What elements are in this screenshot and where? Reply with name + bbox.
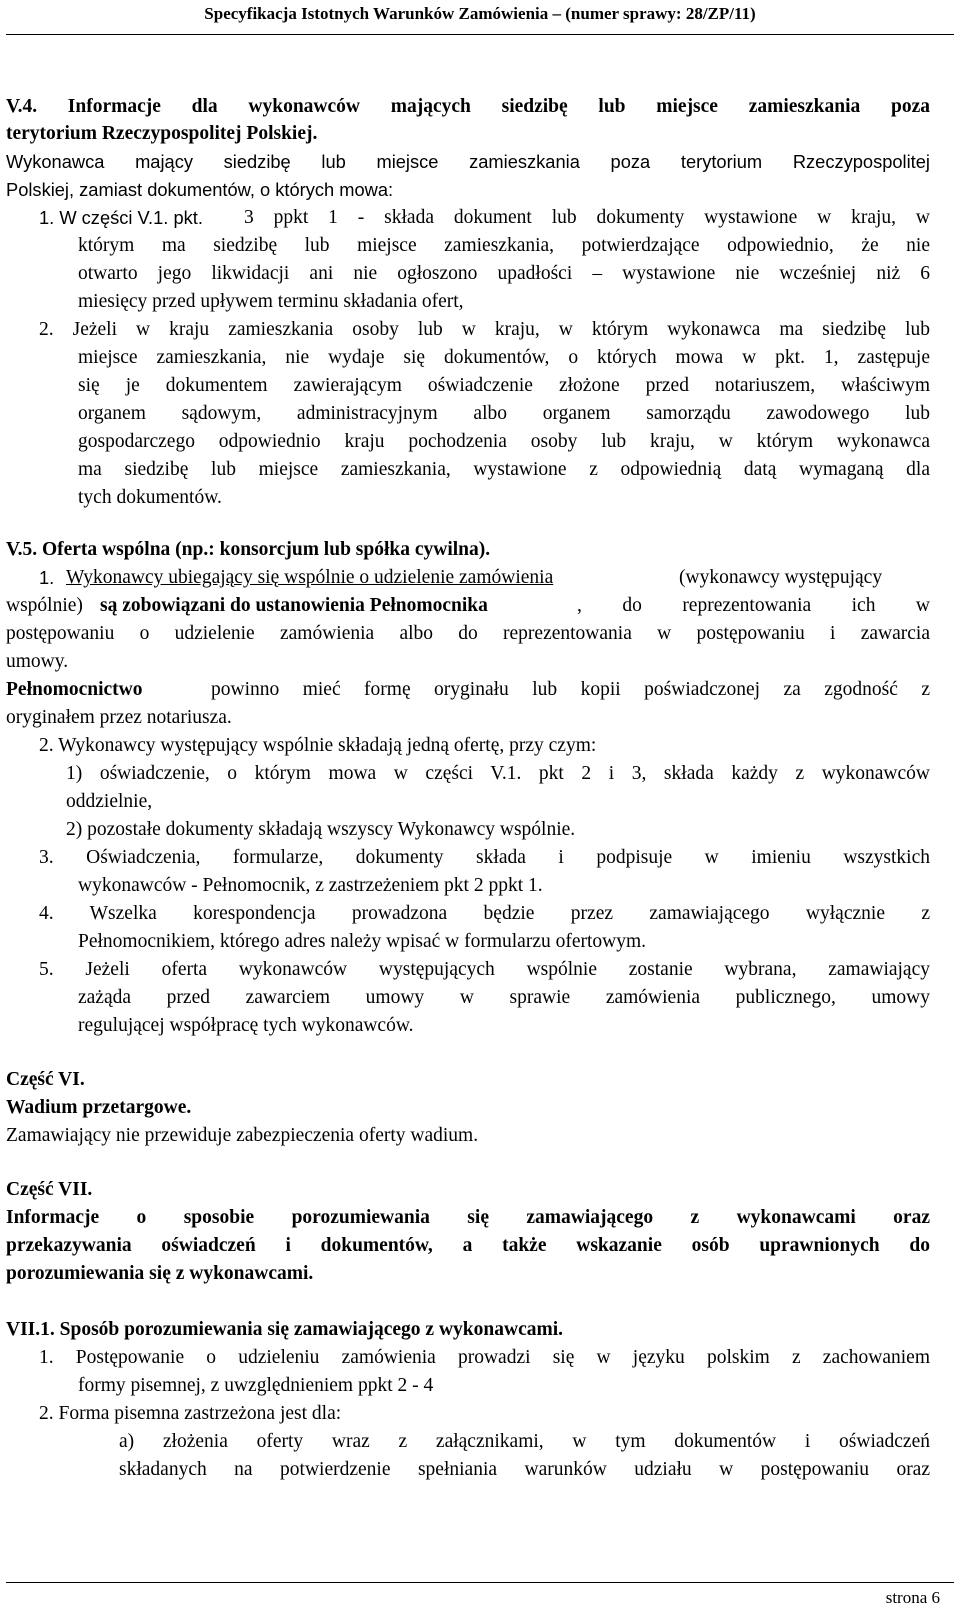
paragraph-line: Polskiej, zamiast dokumentów, o których mowa:: [6, 179, 394, 200]
section-heading: V.4. Informacje dla wykonawców mających siedzibę lub miejsce zamieszkania poza: [6, 96, 930, 117]
page-number: strona 6: [885, 1588, 940, 1607]
list-item-text: (wykonawcy występujący: [679, 567, 883, 588]
list-item-text: się je dokumentem zawierającym oświadczenie złożone przed notariuszem, właściwym: [78, 375, 930, 396]
part-title: przekazywania oświadczeń i dokumentów, a także wskazanie osób uprawnionych do: [6, 1235, 930, 1256]
list-item: 1. W części V.1. pkt.: [39, 207, 203, 228]
paragraph-line: Wykonawca mający siedzibę lub miejsce zamieszkania poza terytorium Rzeczypospolitej: [6, 151, 930, 172]
list-item-text: regulującej współpracę tych wykonawców.: [78, 1015, 414, 1036]
sub-list-item-text: oddzielnie,: [66, 791, 153, 812]
sub-list-item: a) złożenia oferty wraz z załącznikami, w tym dokumentów i oświadczeń: [119, 1431, 930, 1452]
header-rule: [6, 34, 954, 35]
part-title: Informacje o sposobie porozumiewania się zamawiającego z wykonawcami oraz: [6, 1207, 930, 1228]
footer-rule: [6, 1582, 954, 1583]
list-item-text: Wykonawcy ubiegający się wspólnie o udzielenie zamówienia: [66, 567, 554, 588]
paragraph-bold: Pełnomocnictwo: [6, 679, 143, 700]
page-header: Specyfikacja Istotnych Warunków Zamówienia – (numer sprawy: 28/ZP/11): [204, 4, 756, 23]
section-heading: VII.1. Sposób porozumiewania się zamawiającego z wykonawcami.: [6, 1319, 564, 1340]
section-heading: V.5. Oferta wspólna (np.: konsorcjum lub spółka cywilna).: [6, 539, 491, 560]
list-item-text: którym ma siedzibę lub miejsce zamieszkania, potwierdzające odpowiednio, że nie: [78, 235, 930, 256]
list-item: 1. Postępowanie o udzieleniu zamówienia prowadzi się w języku polskim z zachowaniem: [39, 1347, 930, 1368]
list-item-text: tych dokumentów.: [78, 487, 222, 508]
part-title: Wadium przetargowe.: [6, 1097, 192, 1118]
list-item-text: ma siedzibę lub miejsce zamieszkania, wystawione z odpowiednią datą wymaganą dla: [78, 459, 930, 480]
list-item-text: , do reprezentowania ich w: [577, 595, 930, 616]
list-item-text: 3 ppkt 1 - składa dokument lub dokumenty wystawione w kraju, w: [244, 207, 930, 228]
list-item: 3. Oświadczenia, formularze, dokumenty składa i podpisuje w imieniu wszystkich: [39, 847, 930, 868]
list-item-text: miejsce zamieszkania, nie wydaje się dokumentów, o których mowa w pkt. 1, zastępuje: [78, 347, 930, 368]
list-item-text: miesięcy przed upływem terminu składania ofert,: [78, 291, 464, 312]
part-heading: Część VII.: [6, 1179, 93, 1200]
sub-list-item: 1) oświadczenie, o którym mowa w części V.1. pkt 2 i 3, składa każdy z wykonawców: [66, 763, 930, 784]
part-title: porozumiewania się z wykonawcami.: [6, 1263, 314, 1284]
sub-list-item-text: składanych na potwierdzenie spełniania warunków udziału w postępowaniu oraz: [119, 1459, 930, 1480]
list-item-text: zażąda przed zawarciem umowy w sprawie zamówienia publicznego, umowy: [78, 987, 930, 1008]
paragraph-line: postępowaniu o udzielenie zamówienia albo do reprezentowania w postępowaniu i zawarcia: [6, 623, 930, 644]
list-number: 1.: [39, 567, 55, 588]
list-item-text: otwarto jego likwidacji ani nie ogłoszono upadłości – wystawione nie wcześniej niż 6: [78, 263, 930, 284]
list-item-text-bold: są zobowiązani do ustanowienia Pełnomocnika: [100, 595, 488, 616]
list-item-text: Pełnomocnikiem, którego adres należy wpisać w formularzu ofertowym.: [78, 931, 647, 952]
list-item: 2. Wykonawcy występujący wspólnie składają jedną ofertę, przy czym:: [39, 735, 597, 756]
paragraph-line: powinno mieć formę oryginału lub kopii poświadczonej za zgodność z: [211, 679, 930, 700]
list-item: 4. Wszelka korespondencja prowadzona będzie przez zamawiającego wyłącznie z: [39, 903, 930, 924]
part-heading: Część VI.: [6, 1069, 85, 1090]
list-item-text: formy pisemnej, z uwzględnieniem ppkt 2 - 4: [78, 1375, 434, 1396]
list-item-text: wykonawców - Pełnomocnik, z zastrzeżeniem pkt 2 ppkt 1.: [78, 875, 543, 896]
list-item-text: gospodarczego odpowiednio kraju pochodzenia osoby lub kraju, w którym wykonawca: [78, 431, 930, 452]
paragraph-line: oryginałem przez notariusza.: [6, 707, 232, 728]
list-item: 5. Jeżeli oferta wykonawców występujących wspólnie zostanie wybrana, zamawiający: [39, 959, 930, 980]
list-item: 2. Forma pisemna zastrzeżona jest dla:: [39, 1403, 342, 1424]
paragraph-line: Zamawiający nie przewiduje zabezpieczenia oferty wadium.: [6, 1125, 479, 1146]
sub-list-item: 2) pozostałe dokumenty składają wszyscy Wykonawcy wspólnie.: [66, 819, 576, 840]
paragraph-line: umowy.: [6, 651, 69, 672]
section-heading-cont: terytorium Rzeczypospolitej Polskiej.: [6, 123, 318, 144]
list-item-text: wspólnie): [6, 595, 83, 616]
list-item: 2. Jeżeli w kraju zamieszkania osoby lub w kraju, w którym wykonawca ma siedzibę lub: [39, 319, 930, 340]
list-item-text: organem sądowym, administracyjnym albo organem samorządu zawodowego lub: [78, 403, 930, 424]
